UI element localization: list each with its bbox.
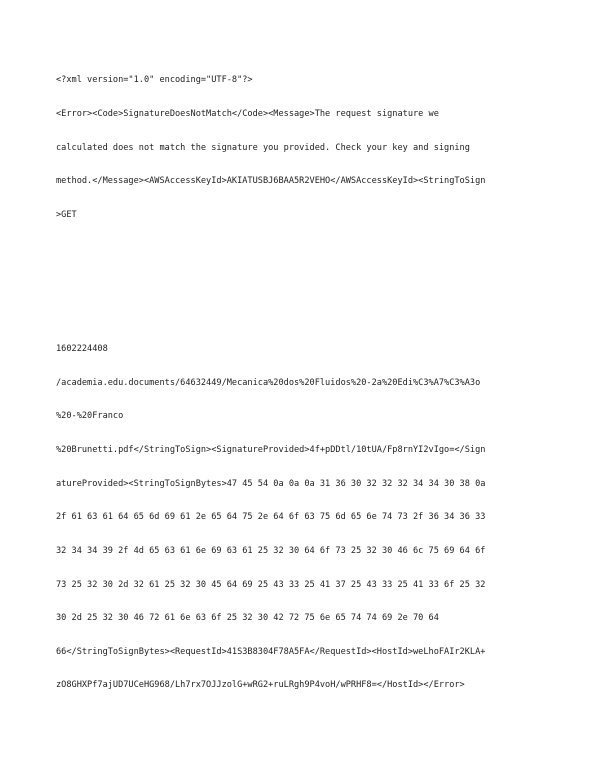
- text-line: calculated does not match the signature you provided. Check your key and signing: [56, 142, 470, 153]
- text-line: 2f 61 63 61 64 65 6d 69 61 2e 65 64 75 2e 64 6f 63 75 6d 65 6e 74 73 2f 36 34 36 33: [56, 512, 486, 523]
- text-line: zO8GHXPf7ajUD7UCeHG968/Lh7rx7OJJzolG+wRG2+ruLRgh9P4voH/wPRHF8=</HostId></Error>: [56, 680, 465, 691]
- text-line: 66</StringToSignBytes><RequestId>41S3B8304F78A5FA</RequestId><HostId>weLhoFAIr2KLA+: [56, 646, 486, 657]
- text-line: >GET: [56, 209, 77, 220]
- text-line: %20-%20Franco: [56, 411, 124, 422]
- blank-line: [56, 277, 546, 288]
- xml-error-document: [56, 53, 546, 703]
- text-line: 1602224408: [56, 344, 108, 355]
- text-line: <?xml version="1.0" encoding="UTF-8"?>: [56, 75, 253, 86]
- text-line: /academia.edu.documents/64632449/Mecanica%20dos%20Fluidos%20-2a%20Edi%C3%A7%C3%A3o: [56, 377, 481, 388]
- text-line: atureProvided><StringToSignBytes>47 45 54 0a 0a 0a 31 36 30 32 32 32 34 34 30 38 0a: [56, 478, 486, 489]
- text-line: 30 2d 25 32 30 46 72 61 6e 63 6f 25 32 30 42 72 75 6e 65 74 74 69 2e 70 64: [56, 613, 439, 624]
- text-line: %20Brunetti.pdf</StringToSign><SignatureProvided>4f+pDDtl/10tUA/Fp8rnYI2vIgo=</Sign: [56, 445, 486, 456]
- blank-line: [56, 243, 546, 254]
- blank-line: [56, 311, 546, 322]
- text-line: 32 34 34 39 2f 4d 65 63 61 6e 69 63 61 25 32 30 64 6f 73 25 32 30 46 6c 75 69 64 6f: [56, 545, 486, 556]
- text-line: 73 25 32 30 2d 32 61 25 32 30 45 64 69 25 43 33 25 41 37 25 43 33 25 41 33 6f 25 32: [56, 579, 486, 590]
- text-line: <Error><Code>SignatureDoesNotMatch</Code><Message>The request signature we: [56, 109, 439, 120]
- text-line: method.</Message><AWSAccessKeyId>AKIATUSBJ6BAA5R2VEHO</AWSAccessKeyId><StringToSign: [56, 176, 486, 187]
